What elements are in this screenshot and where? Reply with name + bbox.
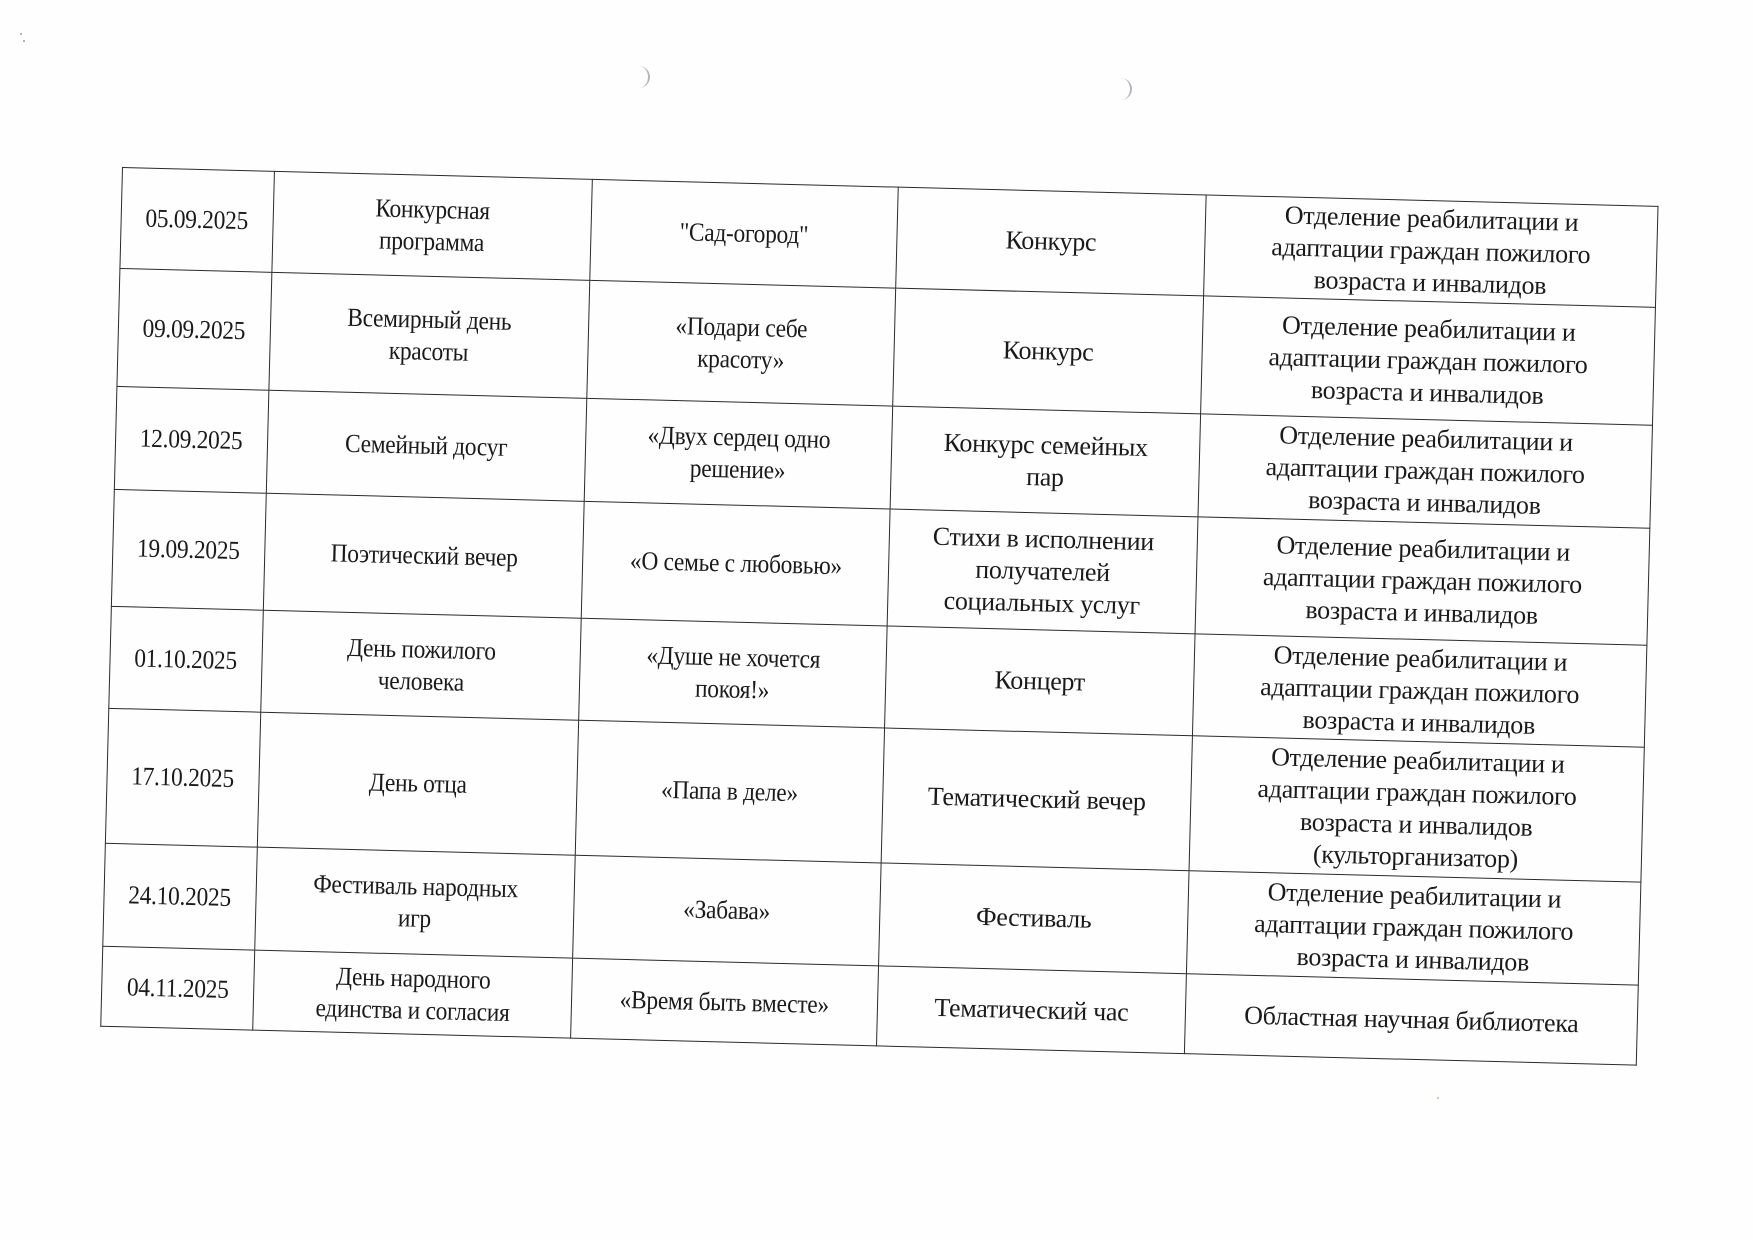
- cell-date-text: 19.09.2025: [137, 533, 241, 566]
- cell-responsible-line: Отделение реабилитации и: [1273, 639, 1568, 677]
- cell-responsible-line: адаптации граждан пожилого: [1262, 562, 1583, 600]
- cell-date: [114, 386, 269, 493]
- scan-speck: [23, 40, 25, 42]
- cell-form: [896, 187, 1206, 296]
- cell-title-line: "Сад-огород": [679, 217, 809, 250]
- cell-responsible: [1186, 871, 1640, 985]
- cell-event: [263, 493, 584, 618]
- cell-responsible-line: возраста и инвалидов: [1296, 941, 1530, 977]
- cell-responsible-line: адаптации граждан пожилого: [1259, 671, 1580, 709]
- cell-title: [581, 501, 890, 626]
- cell-responsible-line: Отделение реабилитации и: [1267, 877, 1562, 914]
- cell-responsible-line: адаптации граждан пожилого: [1265, 452, 1586, 490]
- cell-form-line: Тематический вечер: [927, 781, 1147, 817]
- cell-title: [584, 398, 893, 509]
- cell-date-text: 09.09.2025: [142, 313, 247, 345]
- cell-event: [257, 712, 578, 855]
- cell-date-text: 24.10.2025: [128, 880, 232, 912]
- scan-speck: [1437, 1097, 1439, 1099]
- cell-event: [269, 272, 590, 398]
- cell-event-line: Всемирный день: [347, 302, 513, 336]
- cell-title-line: «Папа в деле»: [661, 774, 799, 808]
- cell-date: [105, 708, 260, 847]
- cell-event: [266, 390, 587, 501]
- cell-responsible: [1204, 195, 1658, 307]
- cell-responsible-line: возраста и инвалидов: [1299, 807, 1533, 842]
- cell-responsible-line: (культорганизатор): [1312, 839, 1519, 874]
- cell-form-line: Конкурс: [1005, 225, 1097, 257]
- cell-event-line: человека: [377, 665, 464, 697]
- punch-hole-mark-right: [1116, 78, 1132, 100]
- cell-event-line: Конкурсная: [374, 193, 491, 226]
- events-schedule-table: [100, 167, 1658, 1066]
- cell-event: [272, 171, 592, 280]
- cell-form: [879, 863, 1190, 974]
- cell-responsible-line: Отделение реабилитации и: [1281, 309, 1576, 347]
- cell-responsible-line: Отделение реабилитации и: [1276, 530, 1571, 567]
- cell-event-line: красоты: [388, 335, 469, 367]
- cell-title-line: «Забава»: [683, 894, 771, 926]
- cell-responsible-line: возраста и инвалидов: [1307, 485, 1542, 521]
- cell-responsible: [1189, 736, 1644, 882]
- cell-responsible: [1184, 974, 1638, 1065]
- cell-responsible-line: Отделение реабилитации и: [1278, 420, 1574, 457]
- cell-title: [587, 280, 896, 406]
- punch-hole-mark-left: [634, 66, 650, 88]
- cell-event-line: единства и согласия: [314, 992, 510, 1027]
- cell-title-line: «Время быть вместе»: [619, 984, 830, 1019]
- schedule-table-wrapper: [100, 167, 1657, 1066]
- cell-form-line: Конкурс семейных: [943, 427, 1149, 463]
- cell-responsible-line: возраста и инвалидов: [1305, 595, 1539, 630]
- cell-event-line: Семейный досуг: [345, 428, 509, 462]
- cell-responsible-line: Отделение реабилитации и: [1270, 742, 1565, 779]
- cell-responsible: [1198, 414, 1652, 528]
- cell-date: [117, 268, 272, 390]
- cell-date: [103, 843, 258, 950]
- cell-form: [881, 728, 1192, 871]
- cell-title-line: покоя!»: [695, 673, 770, 705]
- table-body: [101, 168, 1658, 1066]
- cell-date: [109, 606, 264, 712]
- cell-event-line: День народного: [335, 961, 491, 995]
- cell-form-line: получателей: [974, 554, 1111, 588]
- cell-date: [111, 489, 266, 610]
- cell-form-line: социальных услуг: [943, 585, 1141, 620]
- cell-title: [571, 958, 879, 1046]
- cell-date-text: 05.09.2025: [145, 203, 249, 236]
- cell-title-line: «Двух сердец одно: [647, 420, 831, 455]
- cell-event-line: игр: [397, 903, 432, 934]
- cell-responsible-line: Областная научная библиотека: [1243, 1000, 1579, 1038]
- cell-form: [877, 966, 1187, 1054]
- cell-form-line: пар: [1025, 461, 1065, 492]
- cell-responsible: [1192, 634, 1646, 747]
- cell-event: [255, 847, 576, 958]
- cell-form-line: Фестиваль: [975, 901, 1092, 934]
- cell-event-line: программа: [378, 225, 485, 258]
- cell-date-text: 01.10.2025: [134, 642, 238, 675]
- cell-title-line: решение»: [689, 453, 787, 485]
- cell-event-line: День отца: [368, 767, 468, 799]
- cell-title-line: «Подари себе: [675, 310, 808, 343]
- cell-form-line: Концерт: [994, 664, 1086, 697]
- cell-date: [101, 946, 255, 1030]
- cell-form: [890, 406, 1201, 517]
- cell-responsible-line: возраста и инвалидов: [1310, 374, 1544, 410]
- cell-date: [120, 168, 275, 273]
- cell-form-line: Стихи в исполнении: [932, 521, 1155, 557]
- cell-event-line: Фестиваль народных: [312, 869, 519, 904]
- cell-form: [887, 509, 1198, 634]
- cell-responsible: [1201, 296, 1656, 425]
- cell-responsible: [1195, 517, 1650, 645]
- cell-responsible-line: адаптации граждан пожилого: [1257, 773, 1577, 812]
- cell-title-line: «О семье с любовью»: [629, 545, 843, 581]
- cell-responsible-line: адаптации граждан пожилого: [1253, 908, 1574, 946]
- cell-responsible-line: адаптации граждан пожилого: [1270, 232, 1591, 270]
- scan-speck: [20, 33, 22, 35]
- cell-date-text: 04.11.2025: [126, 971, 229, 1004]
- cell-date-text: 12.09.2025: [139, 423, 244, 456]
- cell-event: [261, 610, 581, 720]
- cell-event-line: День пожилого: [346, 632, 497, 666]
- cell-title: [579, 618, 887, 728]
- cell-responsible-line: возраста и инвалидов: [1313, 265, 1547, 301]
- cell-responsible-line: адаптации граждан пожилого: [1268, 341, 1588, 379]
- cell-form-line: Тематический час: [934, 992, 1129, 1027]
- cell-title-line: красоту»: [696, 343, 785, 375]
- cell-responsible-line: возраста и инвалидов: [1302, 704, 1536, 740]
- cell-title: [573, 855, 882, 966]
- cell-form-line: Конкурс: [1002, 334, 1094, 367]
- cell-event-line: Поэтический вечер: [329, 538, 518, 573]
- cell-title: [575, 720, 884, 863]
- cell-title: [590, 179, 898, 288]
- cell-event: [253, 950, 573, 1038]
- cell-form: [885, 626, 1195, 736]
- cell-responsible-line: Отделение реабилитации и: [1284, 200, 1579, 237]
- cell-title-line: «Душе не хочется: [646, 639, 821, 674]
- cell-form: [893, 288, 1204, 414]
- cell-date-text: 17.10.2025: [131, 761, 235, 794]
